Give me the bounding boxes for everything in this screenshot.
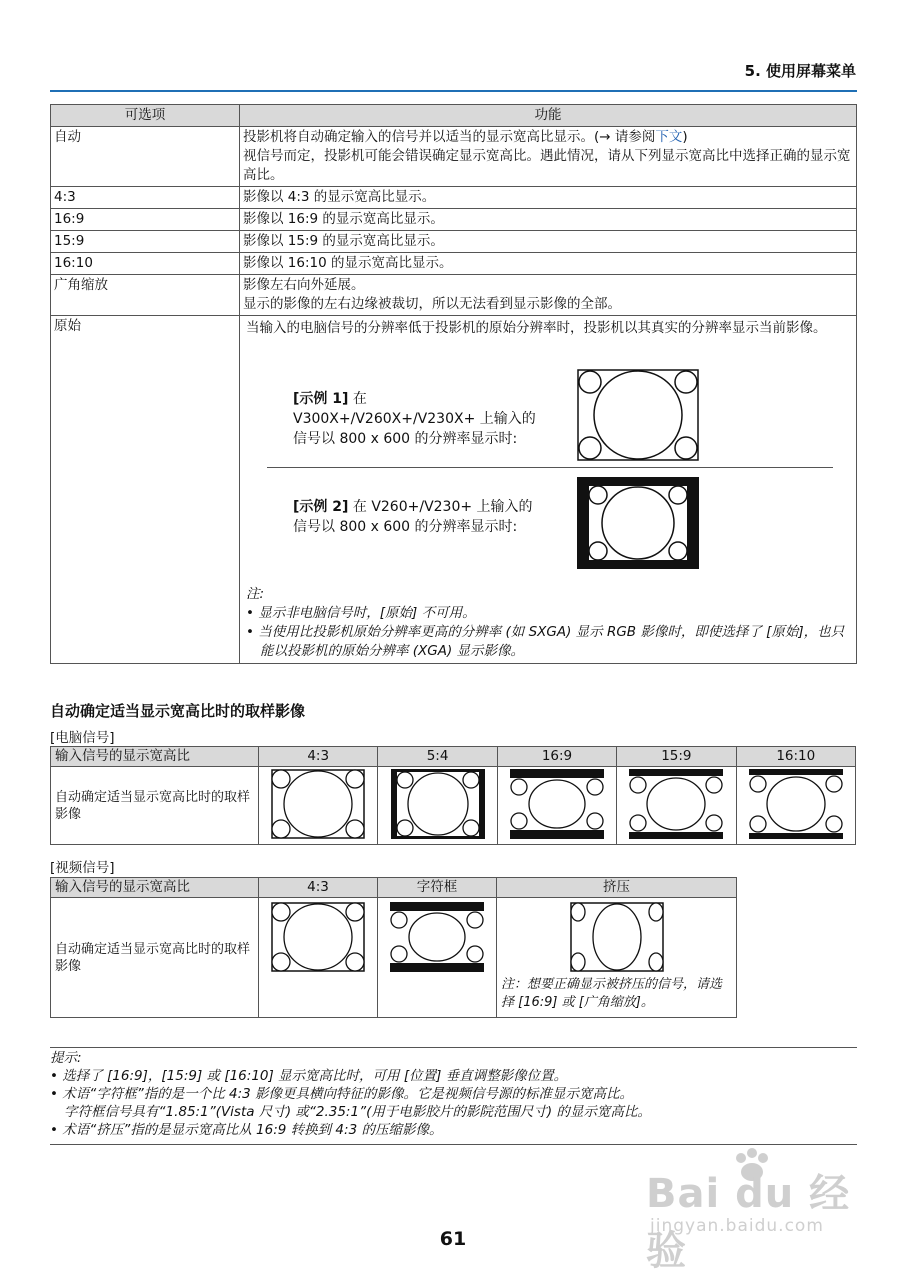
function-16-9: 影像以 16:9 的显示宽高比显示。: [240, 209, 857, 231]
header-rule: [50, 90, 857, 92]
video-sample-squeeze: [497, 898, 737, 1018]
function-native: [240, 316, 857, 664]
sample-image-video-4-3: [271, 902, 365, 972]
example-2-image: [577, 477, 699, 569]
example-2-text: [示例 2] 在 V260+/V230+ 上输入的信号以 800 x 600 的分辨率显示时:: [293, 499, 533, 535]
sample-image-squeeze: [570, 902, 664, 972]
sample-image-letterbox: [390, 902, 484, 972]
tip-item: • 术语“字符框”指的是一个比 4:3 影像更具横向特征的影像。它是视频信号源的标准显示宽高比。: [50, 1086, 634, 1102]
video-col-letterbox: 字符框: [378, 878, 497, 898]
notes-title: 注:: [246, 586, 265, 602]
pc-col-15-9: 15:9: [617, 747, 736, 767]
pc-sample-16-10: [736, 767, 855, 845]
tip-item: • 选择了 [16:9]，[15:9] 或 [16:10] 显示宽高比时，可用 [位置] 垂直调整影像位置。: [50, 1068, 568, 1084]
squeeze-note: 注：想要正确显示被挤压的信号，请选择 [16:9] 或 [广角缩放]。: [501, 977, 723, 1010]
pc-sampling-table: [50, 746, 856, 845]
sample-image-4-3: [271, 769, 365, 839]
tips-block: [50, 1049, 857, 1139]
option-auto: 自动: [51, 127, 240, 187]
option-native: 原始: [51, 316, 240, 664]
pc-row-label: 自动确定适当显示宽高比时的取样影像: [51, 767, 259, 845]
pc-signal-label: [电脑信号]: [50, 730, 115, 746]
option-4-3: 4:3: [51, 187, 240, 209]
video-image-row: [51, 898, 737, 1018]
sample-image-16-10: [749, 769, 843, 839]
function-15-9: 影像以 15:9 的显示宽高比显示。: [240, 231, 857, 253]
pc-col-5-4: 5:4: [378, 747, 497, 767]
pc-header-row: [51, 747, 856, 767]
options-table: [50, 104, 857, 664]
pc-col-16-9: 16:9: [497, 747, 616, 767]
option-wide-zoom: 广角缩放: [51, 275, 240, 316]
video-col-squeeze: 挤压: [497, 878, 737, 898]
video-sampling-table: [50, 877, 737, 1018]
video-sample-letterbox: [378, 898, 497, 1018]
tip-item: • 术语“挤压”指的是显示宽高比从 16:9 转换到 4:3 的压缩影像。: [50, 1122, 443, 1138]
col-option-header: 可选项: [51, 105, 240, 127]
pc-sample-16-9: [497, 767, 616, 845]
sampling-section-title: 自动确定适当显示宽高比时的取样影像: [50, 702, 306, 720]
pc-sample-15-9: [617, 767, 736, 845]
option-16-10: 16:10: [51, 253, 240, 275]
watermark-text: Bai du 经验: [646, 1171, 851, 1274]
pc-image-row: [51, 767, 856, 845]
sample-image-5-4: [391, 769, 485, 839]
sample-image-16-9: [510, 769, 604, 839]
video-sample-4-3: [259, 898, 378, 1018]
table-row: [51, 187, 857, 209]
pc-col-4-3: 4:3: [259, 747, 378, 767]
tips-bottom-rule: [50, 1144, 857, 1145]
option-16-9: 16:9: [51, 209, 240, 231]
sample-image-15-9: [629, 769, 723, 839]
video-aspect-header: 输入信号的显示宽高比: [51, 878, 259, 898]
function-auto: 投影机将自动确定输入的信号并以适当的显示宽高比显示。(→ 请参阅下文) 视信号而定，投影机可能会错误确定显示宽高比。遇此情况，请从下列显示宽高比中选择正确的显示宽高比。: [240, 127, 857, 187]
table-row: [51, 127, 857, 187]
video-signal-label: [视频信号]: [50, 860, 115, 876]
col-function-header: 功能: [240, 105, 857, 127]
pc-col-16-10: 16:10: [736, 747, 855, 767]
table-row: [51, 209, 857, 231]
option-15-9: 15:9: [51, 231, 240, 253]
example-1-image: [577, 369, 699, 461]
pc-aspect-header: 输入信号的显示宽高比: [51, 747, 259, 767]
note-item: • 当使用比投影机原始分辨率更高的分辨率 (如 SXGA) 显示 RGB 影像时，即使选择了 [原始]，也只能以投影机的原始分辨率 (XGA) 显示影像。: [246, 624, 845, 659]
table-row: [51, 275, 857, 316]
table-row: [51, 253, 857, 275]
example-separator: [267, 467, 833, 468]
function-wide-zoom: 影像左右向外延展。 显示的影像的左右边缘被裁切，所以无法看到显示影像的全部。: [240, 275, 857, 316]
example-1-text: [示例 1] 在 V300X+/V260X+/V230X+ 上输入的信号以 800 x 600 的分辨率显示时:: [293, 391, 536, 447]
page-number: 61: [439, 1228, 467, 1250]
video-header-row: [51, 878, 737, 898]
native-description: 当输入的电脑信号的分辨率低于投影机的原始分辨率时，投影机以其真实的分辨率显示当前影像。: [246, 320, 827, 336]
section-header: 5. 使用屏幕菜单: [744, 62, 856, 80]
tip-item-continuation: 字符框信号具有“1.85:1”(Vista 尺寸) 或“2.35:1”(用于电影胶片的影院范围尺寸) 的显示宽高比。: [64, 1104, 651, 1120]
tips-title: 提示:: [50, 1050, 82, 1066]
table-row: [51, 231, 857, 253]
note-item: • 显示非电脑信号时，[原始] 不可用。: [246, 605, 476, 621]
function-4-3: 影像以 4:3 的显示宽高比显示。: [240, 187, 857, 209]
video-row-label: 自动确定适当显示宽高比时的取样影像: [51, 898, 259, 1018]
video-col-4-3: 4:3: [259, 878, 378, 898]
native-notes: [246, 585, 849, 661]
watermark-url: jingyan.baidu.com: [650, 1216, 824, 1236]
pc-sample-4-3: [259, 767, 378, 845]
pc-sample-5-4: [378, 767, 497, 845]
table-row: [51, 316, 857, 664]
tips-top-rule: [50, 1047, 857, 1048]
function-16-10: 影像以 16:10 的显示宽高比显示。: [240, 253, 857, 275]
options-header-row: [51, 105, 857, 127]
see-below-link[interactable]: 下文: [655, 129, 683, 145]
